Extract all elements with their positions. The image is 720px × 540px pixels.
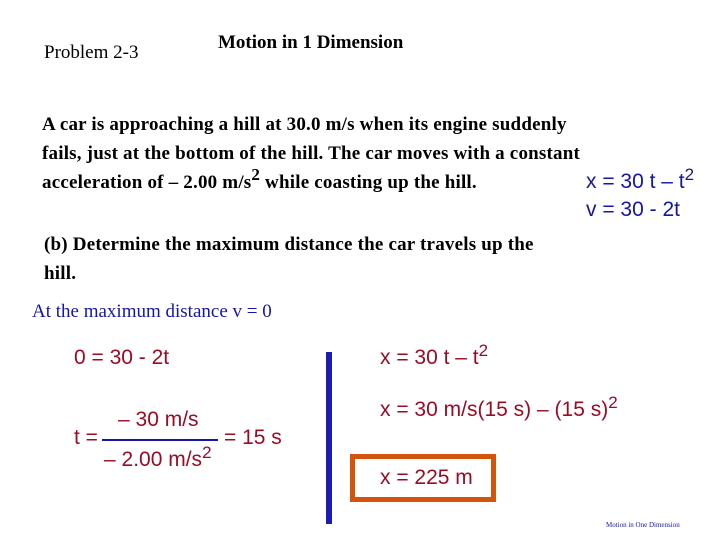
position-general-exponent: 2 bbox=[478, 341, 489, 360]
denominator-text: – 2.00 m/s bbox=[104, 448, 203, 471]
problem-line-3-text: acceleration of – 2.00 m/s bbox=[42, 172, 252, 193]
velocity-equation: v = 30 - 2t bbox=[586, 198, 680, 221]
paren-open-2: ( bbox=[554, 398, 562, 421]
problem-label: Problem 2-3 bbox=[44, 42, 139, 63]
problem-line-2: fails, just at the bottom of the hill. The car moves with a constant bbox=[42, 143, 581, 164]
question-line-2: hill. bbox=[44, 263, 77, 284]
position-general-text: x = 30 t – t bbox=[380, 346, 479, 369]
problem-line-1: A car is approaching a hill at 30.0 m/s when its engine suddenly bbox=[42, 114, 567, 135]
position-equation-exponent: 2 bbox=[684, 165, 695, 184]
substitution-exponent: 2 bbox=[608, 393, 618, 412]
fraction-numerator: – 30 m/s bbox=[118, 408, 199, 431]
slide-title: Motion in 1 Dimension bbox=[218, 32, 404, 53]
substitution-minus: – bbox=[531, 398, 555, 421]
position-substitution bbox=[380, 393, 618, 422]
substitution-part-d: 15 s bbox=[561, 398, 602, 421]
max-distance-statement: At the maximum distance v = 0 bbox=[32, 301, 272, 322]
velocity-zero-equation: 0 = 30 - 2t bbox=[74, 346, 170, 369]
fraction-denominator bbox=[104, 443, 212, 472]
question-b bbox=[44, 230, 534, 288]
problem-line-3 bbox=[42, 165, 580, 197]
acceleration-exponent: 2 bbox=[251, 165, 261, 184]
fraction-bar bbox=[102, 439, 218, 441]
vertical-divider bbox=[326, 352, 332, 524]
time-result: = 15 s bbox=[224, 426, 282, 449]
time-label: t = bbox=[74, 426, 98, 449]
paren-close-2: ) bbox=[601, 398, 609, 421]
problem-line-3-tail: while coasting up the hill. bbox=[260, 172, 477, 193]
problem-statement bbox=[42, 110, 580, 197]
final-answer: x = 225 m bbox=[380, 466, 473, 489]
paren-close-1: ) bbox=[524, 398, 532, 421]
denominator-exponent: 2 bbox=[202, 443, 212, 462]
paren-open-1: ( bbox=[477, 398, 485, 421]
position-equation-text: x = 30 t – t bbox=[586, 170, 685, 193]
position-equation bbox=[586, 165, 695, 194]
footer-caption: Motion in One Dimension bbox=[606, 521, 680, 529]
substitution-part-a: x = 30 m/s bbox=[380, 398, 478, 421]
substitution-part-b: 15 s bbox=[484, 398, 525, 421]
question-line-1: (b) Determine the maximum distance the car travels up the bbox=[44, 234, 534, 255]
position-equation-general bbox=[380, 341, 489, 370]
